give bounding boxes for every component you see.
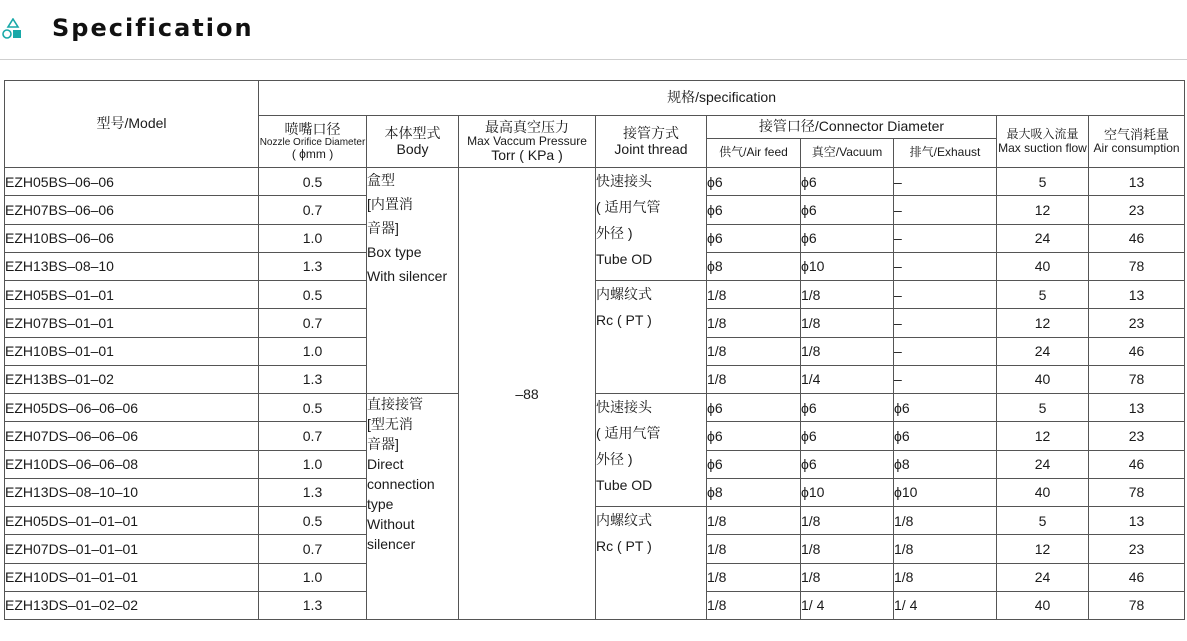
model-cell: EZH13DS–08–10–10 <box>5 478 259 506</box>
cell-line: 盒型 <box>367 172 395 188</box>
exhaust-cell: – <box>894 281 997 309</box>
suction-flow-cell: 12 <box>997 422 1089 450</box>
suction-flow-cell: 24 <box>997 224 1089 252</box>
header-specification: 规格/specification <box>259 81 1185 116</box>
nozzle-cell: 1.0 <box>259 563 367 591</box>
air-feed-cell: ϕ6 <box>707 196 801 224</box>
model-cell: EZH05BS–06–06 <box>5 168 259 196</box>
vacuum-port-cell: ϕ6 <box>801 394 894 422</box>
air-feed-cell: 1/8 <box>707 281 801 309</box>
air-feed-cell: 1/8 <box>707 535 801 563</box>
table-row <box>5 281 1185 309</box>
nozzle-cell: 0.7 <box>259 196 367 224</box>
exhaust-cell: 1/8 <box>894 507 997 535</box>
cell-line: 外径 ) <box>596 225 633 241</box>
air-consumption-cell: 13 <box>1089 168 1185 196</box>
joint-rc-cell <box>596 507 707 620</box>
suction-flow-cell: 24 <box>997 450 1089 478</box>
cell-line: 内螺纹式 <box>596 286 652 302</box>
cell-line: [内置消 <box>367 196 413 212</box>
header-max-vacuum: 最高真空压力 Max Vaccum Pressure Torr ( KPa ) <box>459 116 596 168</box>
exhaust-cell: 1/8 <box>894 563 997 591</box>
model-cell: EZH05DS–01–01–01 <box>5 507 259 535</box>
cell-line: connection <box>367 476 435 492</box>
air-feed-cell: ϕ6 <box>707 168 801 196</box>
vacuum-port-cell: ϕ6 <box>801 224 894 252</box>
exhaust-cell: – <box>894 168 997 196</box>
vacuum-port-cell: ϕ6 <box>801 450 894 478</box>
model-cell: EZH10DS–01–01–01 <box>5 563 259 591</box>
vacuum-port-cell: 1/8 <box>801 309 894 337</box>
nozzle-cell: 1.3 <box>259 478 367 506</box>
nozzle-cell: 0.5 <box>259 394 367 422</box>
air-consumption-cell: 23 <box>1089 535 1185 563</box>
air-feed-cell: 1/8 <box>707 591 801 619</box>
model-cell: EZH13BS–01–02 <box>5 365 259 393</box>
vacuum-port-cell: ϕ6 <box>801 168 894 196</box>
cell-line: Tube OD <box>596 477 653 493</box>
cell-line: 音器] <box>367 436 399 452</box>
header-connector-diameter: 接管口径/Connector Diameter <box>707 116 997 139</box>
header-joint-thread: 接管方式 Joint thread <box>596 116 707 168</box>
air-feed-cell: ϕ6 <box>707 450 801 478</box>
air-feed-cell: 1/8 <box>707 309 801 337</box>
header-nozzle: 喷嘴口径 Nozzle Orifice Diameter ( ϕmm ) <box>259 116 367 168</box>
suction-flow-cell: 12 <box>997 196 1089 224</box>
exhaust-cell: – <box>894 196 997 224</box>
air-feed-cell: ϕ6 <box>707 394 801 422</box>
air-consumption-cell: 46 <box>1089 450 1185 478</box>
model-cell: EZH10BS–06–06 <box>5 224 259 252</box>
air-feed-cell: 1/8 <box>707 563 801 591</box>
model-cell: EZH13DS–01–02–02 <box>5 591 259 619</box>
header-vacuum: 真空/Vacuum <box>801 139 894 168</box>
exhaust-cell: 1/8 <box>894 535 997 563</box>
suction-flow-cell: 24 <box>997 563 1089 591</box>
header-divider <box>0 59 1187 60</box>
air-consumption-cell: 46 <box>1089 224 1185 252</box>
air-consumption-cell: 46 <box>1089 337 1185 365</box>
cell-line: Tube OD <box>596 251 653 267</box>
suction-flow-cell: 40 <box>997 252 1089 280</box>
nozzle-cell: 1.3 <box>259 252 367 280</box>
joint-quick-cell <box>596 394 707 507</box>
vacuum-port-cell: ϕ10 <box>801 252 894 280</box>
cell-line: 快速接头 <box>596 173 652 189</box>
cell-line: Without <box>367 516 415 532</box>
header-model: 型号/Model <box>5 81 259 168</box>
suction-flow-cell: 40 <box>997 591 1089 619</box>
air-consumption-cell: 23 <box>1089 196 1185 224</box>
cell-line: type <box>367 496 394 512</box>
suction-flow-cell: 40 <box>997 365 1089 393</box>
model-cell: EZH07BS–01–01 <box>5 309 259 337</box>
suction-flow-cell: 24 <box>997 337 1089 365</box>
header-exhaust: 排气/Exhaust <box>894 139 997 168</box>
exhaust-cell: ϕ6 <box>894 394 997 422</box>
air-consumption-cell: 23 <box>1089 309 1185 337</box>
air-feed-cell: ϕ6 <box>707 224 801 252</box>
nozzle-cell: 0.5 <box>259 168 367 196</box>
exhaust-cell: – <box>894 224 997 252</box>
joint-rc-cell <box>596 281 707 394</box>
nozzle-cell: 1.3 <box>259 365 367 393</box>
header-body: 本体型式 Body <box>367 116 459 168</box>
air-feed-cell: 1/8 <box>707 365 801 393</box>
air-feed-cell: ϕ8 <box>707 478 801 506</box>
air-feed-cell: ϕ8 <box>707 252 801 280</box>
air-feed-cell: 1/8 <box>707 337 801 365</box>
air-consumption-cell: 23 <box>1089 422 1185 450</box>
vacuum-port-cell: 1/ 4 <box>801 591 894 619</box>
spec-table-body <box>5 168 1185 620</box>
air-consumption-cell: 78 <box>1089 478 1185 506</box>
cell-line: Rc ( PT ) <box>596 538 652 554</box>
page-header <box>0 0 1187 60</box>
cell-line: Box type <box>367 244 422 260</box>
nozzle-cell: 0.5 <box>259 507 367 535</box>
joint-quick-cell <box>596 168 707 281</box>
exhaust-cell: 1/ 4 <box>894 591 997 619</box>
suction-flow-cell: 5 <box>997 394 1089 422</box>
exhaust-cell: – <box>894 365 997 393</box>
model-cell: EZH10BS–01–01 <box>5 337 259 365</box>
exhaust-cell: – <box>894 309 997 337</box>
vacuum-port-cell: 1/8 <box>801 563 894 591</box>
cell-line: ( 适用气管 <box>596 199 661 215</box>
spec-table <box>4 80 1185 620</box>
max-vacuum-cell: –88 <box>459 168 596 620</box>
vacuum-port-cell: ϕ6 <box>801 422 894 450</box>
nozzle-cell: 1.3 <box>259 591 367 619</box>
vacuum-port-cell: 1/8 <box>801 281 894 309</box>
cell-line: 音器] <box>367 220 399 236</box>
model-cell: EZH05BS–01–01 <box>5 281 259 309</box>
body-type-box-cell <box>367 168 459 394</box>
air-consumption-cell: 78 <box>1089 591 1185 619</box>
vacuum-port-cell: 1/8 <box>801 507 894 535</box>
nozzle-cell: 1.0 <box>259 337 367 365</box>
air-consumption-cell: 46 <box>1089 563 1185 591</box>
model-cell: EZH05DS–06–06–06 <box>5 394 259 422</box>
air-consumption-cell: 78 <box>1089 365 1185 393</box>
air-consumption-cell: 13 <box>1089 281 1185 309</box>
body-type-direct-cell <box>367 394 459 620</box>
suction-flow-cell: 5 <box>997 281 1089 309</box>
exhaust-cell: ϕ10 <box>894 478 997 506</box>
air-consumption-cell: 78 <box>1089 252 1185 280</box>
model-cell: EZH07DS–01–01–01 <box>5 535 259 563</box>
vacuum-port-cell: 1/8 <box>801 337 894 365</box>
nozzle-cell: 0.7 <box>259 422 367 450</box>
nozzle-cell: 1.0 <box>259 450 367 478</box>
cell-line: silencer <box>367 536 416 552</box>
suction-flow-cell: 12 <box>997 309 1089 337</box>
model-cell: EZH07BS–06–06 <box>5 196 259 224</box>
cell-line: Direct <box>367 456 404 472</box>
cell-line: 直接接管 <box>367 396 423 412</box>
header-air-feed: 供气/Air feed <box>707 139 801 168</box>
nozzle-cell: 1.0 <box>259 224 367 252</box>
model-cell: EZH13BS–08–10 <box>5 252 259 280</box>
page-title: Specification <box>52 14 254 42</box>
nozzle-cell: 0.5 <box>259 281 367 309</box>
model-cell: EZH07DS–06–06–06 <box>5 422 259 450</box>
exhaust-cell: ϕ6 <box>894 422 997 450</box>
suction-flow-cell: 5 <box>997 168 1089 196</box>
vacuum-port-cell: ϕ10 <box>801 478 894 506</box>
cell-line: 内螺纹式 <box>596 512 652 528</box>
exhaust-cell: ϕ8 <box>894 450 997 478</box>
cell-line: Rc ( PT ) <box>596 312 652 328</box>
table-row <box>5 168 1185 196</box>
header-max-suction: 最大吸入流量 Max suction flow <box>997 116 1089 168</box>
model-cell: EZH10DS–06–06–08 <box>5 450 259 478</box>
vacuum-port-cell: 1/4 <box>801 365 894 393</box>
exhaust-cell: – <box>894 337 997 365</box>
suction-flow-cell: 12 <box>997 535 1089 563</box>
cell-line: 快速接头 <box>596 399 652 415</box>
air-feed-cell: 1/8 <box>707 507 801 535</box>
table-row <box>5 394 1185 422</box>
table-row <box>5 507 1185 535</box>
cell-line: ( 适用气管 <box>596 425 661 441</box>
nozzle-cell: 0.7 <box>259 535 367 563</box>
suction-flow-cell: 5 <box>997 507 1089 535</box>
air-feed-cell: ϕ6 <box>707 422 801 450</box>
cell-line: With silencer <box>367 268 448 284</box>
exhaust-cell: – <box>894 252 997 280</box>
vacuum-port-cell: 1/8 <box>801 535 894 563</box>
cell-line: 外径 ) <box>596 451 633 467</box>
nozzle-cell: 0.7 <box>259 309 367 337</box>
suction-flow-cell: 40 <box>997 478 1089 506</box>
air-consumption-cell: 13 <box>1089 394 1185 422</box>
air-consumption-cell: 13 <box>1089 507 1185 535</box>
shapes-logo-icon <box>2 18 24 40</box>
header-air-consumption: 空气消耗量 Air consumption <box>1089 116 1185 168</box>
cell-line: [型无消 <box>367 416 413 432</box>
vacuum-port-cell: ϕ6 <box>801 196 894 224</box>
